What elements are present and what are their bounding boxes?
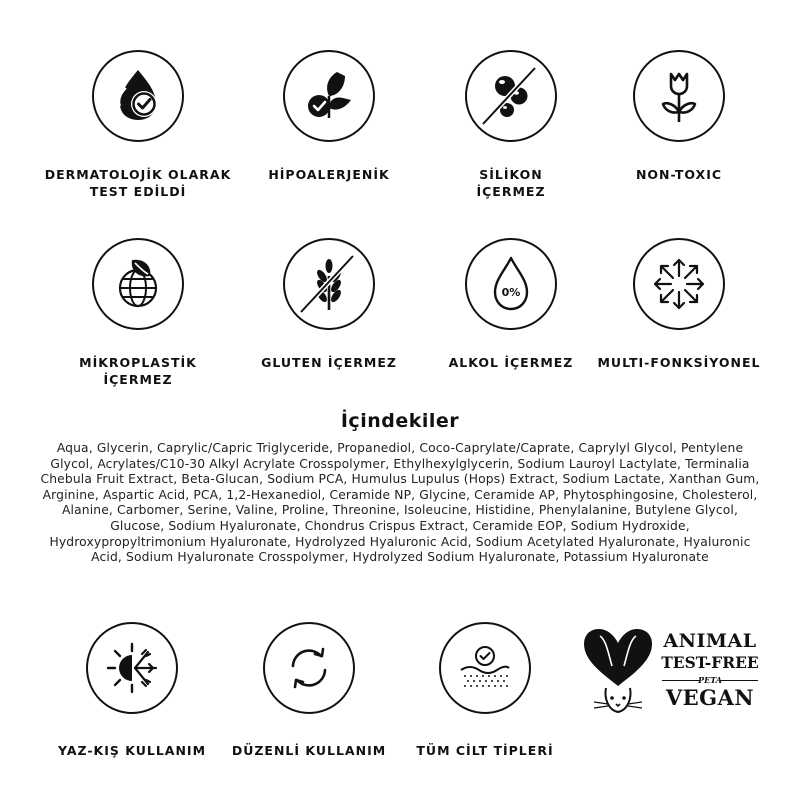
badge-microplastic-free [38, 238, 238, 388]
badge-label [38, 354, 238, 388]
badge-label [579, 354, 779, 371]
multi-arrows-icon [649, 254, 709, 314]
label-line: ALKOL İÇERMEZ [448, 355, 574, 370]
badge-label [579, 166, 779, 183]
badge-circle [86, 622, 178, 714]
badge-label [209, 742, 409, 759]
no-silicone-icon [481, 66, 541, 126]
label-line: YAZ-KIŞ KULLANIM [57, 743, 207, 758]
badge-circle [92, 50, 184, 142]
badge-label [32, 742, 232, 759]
badge-circle [263, 622, 355, 714]
badge-dermatologically-tested [38, 50, 238, 200]
label-line: HİPOALERJENİK [268, 167, 390, 182]
drop-zero-percent-icon [481, 254, 541, 314]
label-line: TÜM CİLT TİPLERİ [416, 743, 554, 758]
no-wheat-icon [299, 254, 359, 314]
badge-label [229, 166, 429, 183]
globe-leaf-icon [108, 254, 168, 314]
label-line: DÜZENLİ KULLANIM [231, 743, 387, 758]
label-line: NON-TOXIC [635, 167, 723, 182]
ingredients-title: İçindekiler [340, 410, 460, 432]
leaves-check-icon [299, 66, 359, 126]
peta-line-vegan: VEGAN [665, 685, 755, 710]
leaf-check-icon [108, 66, 168, 126]
ingredients-list: Aqua, Glycerin, Caprylic/Capric Triglyceride, Propanediol, Coco-Caprylate/Caprate, Caprylyl Glycol, Pentylene Glycol, Acrylates/C10-30 Alkyl Acrylate Crosspolymer, Ethylhexylglycerin, Sodium Lauroyl Lactylate, Terminalia Chebula Fruit Extract, Beta-Glucan, Sodium PCA, Humulus Lupulus (Hops) Extract, Sodium Lactate, Xanthan Gum, Arginine, Aspartic Acid, PCA, 1,2-Hexanediol, Ceramide NP, Glycine, Ceramide AP, Phytosphingosine, Cholesterol, Alanine, Carbomer, Serine, Valine, Proline, Threonine, Isoleucine, Histidine, Phenylalanine, Butylene Glycol, Glucose, Sodium Hyaluronate, Chondrus Crispus Extract, Ceramide EOP, Sodium Hydroxide, Hydroxypropyltrimonium Hyaluronate, Hydrolyzed Hyaluronic Acid, Sodium Acetylated Hyaluronate, Hyaluronic Acid, Sodium Hyaluronate Crosspolymer, Hydrolyzed Sodium Hyaluronate, Potassium Hyaluronate [40, 441, 760, 565]
badge-circle [439, 622, 531, 714]
badge-label [38, 166, 238, 200]
label-line: TEST EDİLDİ [89, 184, 187, 199]
skin-layers-check-icon [455, 638, 515, 698]
label-line: DERMATOLOJİK OLARAK [44, 167, 232, 182]
badge-non-toxic [579, 50, 779, 183]
label-line: İÇERMEZ [103, 372, 173, 387]
peta-line-test-free: TEST-FREE [661, 653, 759, 672]
label-line: SİLİKON [479, 167, 543, 182]
peta-line-animal: ANIMAL [663, 630, 757, 652]
drop-percent-text: 0% [501, 286, 521, 299]
badge-gluten-free [229, 238, 429, 371]
badge-all-skin-types [385, 622, 585, 759]
refresh-cycle-icon [279, 638, 339, 698]
badge-label [385, 742, 585, 759]
peta-text-block [656, 630, 764, 711]
badge-label [229, 354, 429, 371]
sun-snowflake-icon [102, 638, 162, 698]
peta-vegan-logo [578, 626, 768, 722]
badge-multi-functional [579, 238, 779, 371]
label-line: GLUTEN İÇERMEZ [261, 355, 397, 370]
badge-circle [633, 238, 725, 330]
label-line: İÇERMEZ [476, 184, 546, 199]
badge-circle [465, 50, 557, 142]
badge-summer-winter-use [32, 622, 232, 759]
badge-circle [283, 50, 375, 142]
badge-circle [465, 238, 557, 330]
tulip-icon [649, 66, 709, 126]
peta-bunny-heart-icon [578, 626, 658, 722]
badge-circle [283, 238, 375, 330]
peta-line-peta: PETA [656, 675, 764, 685]
badge-circle [633, 50, 725, 142]
badge-circle [92, 238, 184, 330]
badge-regular-use [209, 622, 409, 759]
label-line: MİKROPLASTİK [79, 355, 197, 370]
label-line: MULTI-FONKSİYONEL [597, 355, 761, 370]
badge-hypoallergenic [229, 50, 429, 183]
